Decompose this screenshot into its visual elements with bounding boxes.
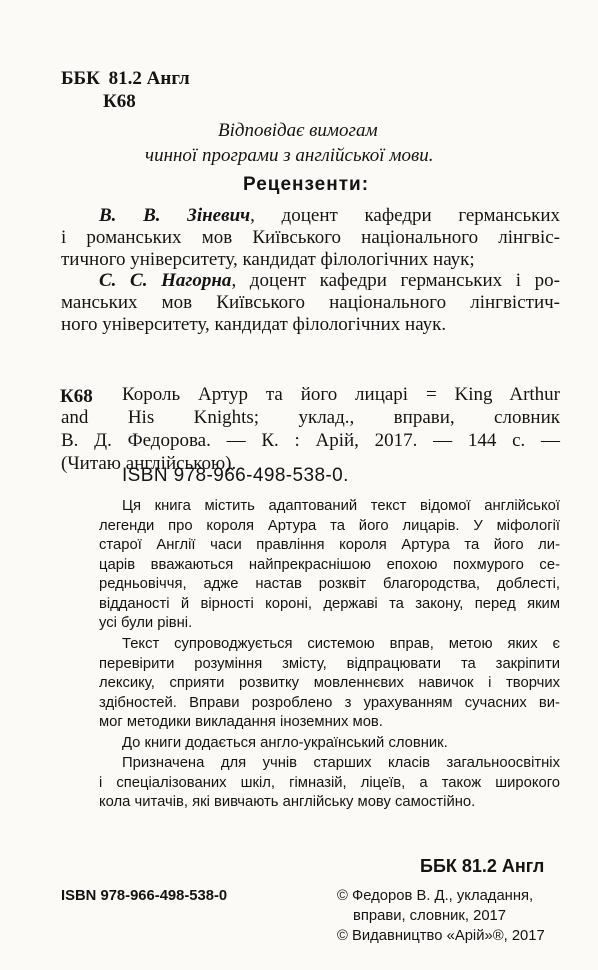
bbk-label: ББК xyxy=(61,68,100,89)
abstract-line: До книги додається англо-український словник. xyxy=(122,735,448,751)
reviewers-heading: Рецензенти: xyxy=(243,174,370,195)
abstract-line: кола читачів, які вивчають англійську мову самостійно. xyxy=(99,794,476,810)
reviewer-line: С. С. Нагорна, доцент кафедри германських і ро- xyxy=(99,270,561,291)
reviewer-line: тичного університету, кандидат філологічних наук; xyxy=(61,249,475,270)
copyright-line: вправи, словник, 2017 xyxy=(353,908,507,924)
reviewer-name: В. В. Зіневич xyxy=(99,205,251,226)
abstract-p2 xyxy=(99,655,560,733)
abstract-p4-first xyxy=(122,754,560,774)
copyright-block xyxy=(337,886,545,946)
reviewer-2 xyxy=(99,270,560,292)
abstract-line: старої Англії часи правління короля Артура та його ли- xyxy=(99,537,560,553)
abstract-line: перевірити розуміння змісту, відпрацювати та закріпити xyxy=(99,655,560,672)
catalog-line: and His Knights; уклад., вправи, словник xyxy=(61,407,560,428)
bbk-footer: ББК 81.2 Англ xyxy=(420,856,545,876)
author-mark: К68 xyxy=(103,91,136,112)
isbn-main: ISBN 978-966-498-538-0. xyxy=(122,465,349,486)
catalog-mark: К68 xyxy=(60,386,93,407)
abstract-p1 xyxy=(99,517,560,634)
bbk-code: 81.2 Англ xyxy=(108,68,190,89)
abstract-p2-first xyxy=(122,635,560,655)
abstract-line: Текст супроводжується системою вправ, метою яких є xyxy=(122,636,560,652)
abstract-p4 xyxy=(99,774,560,813)
reviewer-1-cont xyxy=(61,227,560,271)
abstract-line: усі були рівні. xyxy=(99,615,193,631)
copyright-line: © Видавництво «Арій»®, 2017 xyxy=(337,928,545,944)
copyright-line: © Федоров В. Д., укладання, xyxy=(337,888,534,904)
catalog-line: В. Д. Федорова. — К. : Арій, 2017. — 144 с. — xyxy=(61,430,560,451)
reviewer-line: В. В. Зіневич, доцент кафедри германських xyxy=(99,205,561,226)
catalog-line: (Читаю англійською). xyxy=(61,453,237,474)
reviewer-line: манських мов Київського національного лінгвістич- xyxy=(61,292,560,313)
reviewer-2-cont xyxy=(61,292,560,336)
abstract-line: царів вважаються найпрекраснішою епохою похмурого се- xyxy=(99,556,560,573)
reviewer-1 xyxy=(99,205,560,227)
catalog-line: Король Артур та його лицарі = King Arthur xyxy=(122,384,560,405)
abstract-line: редньовіччя, адже настав розквіт благородства, доблесті, xyxy=(99,576,560,592)
abstract-line: легенди про короля Артура та його лицарів. У міфології xyxy=(99,517,560,534)
conformance-line: чинної програми з англійської мови. xyxy=(145,145,434,166)
abstract-line: і спеціалізованих шкіл, гімназій, ліцеїв, а також широкого xyxy=(99,774,560,791)
abstract-line: мог методики викладання іноземних мов. xyxy=(99,714,383,730)
abstract-p1-first xyxy=(122,497,560,517)
isbn-footer: ISBN 978-966-498-538-0 xyxy=(61,888,228,904)
bbk-classification xyxy=(61,67,190,90)
abstract-line: лексику, сприяти розвитку мовленнєвих навичок і творчих xyxy=(99,675,560,691)
abstract-line: здібностей. Вправи розроблено з урахуванням сучасних ви- xyxy=(99,694,560,711)
reviewer-line: і романських мов Київського національного лінгвіс- xyxy=(61,227,560,248)
abstract-line: відданості й вірності короні, державі та закону, перед яким xyxy=(99,595,560,612)
catalog-entry xyxy=(122,383,560,406)
reviewer-line: ного університету, кандидат філологічних наук. xyxy=(61,314,447,335)
abstract-p3 xyxy=(122,734,448,754)
abstract-line: Ця книга містить адаптований текст відомої англійської xyxy=(122,498,560,514)
reviewer-name: С. С. Нагорна xyxy=(99,270,232,291)
conformance-line: Відповідає вимогам xyxy=(218,120,378,141)
abstract-line: Призначена для учнів старших класів загальноосвітніх xyxy=(122,755,560,771)
